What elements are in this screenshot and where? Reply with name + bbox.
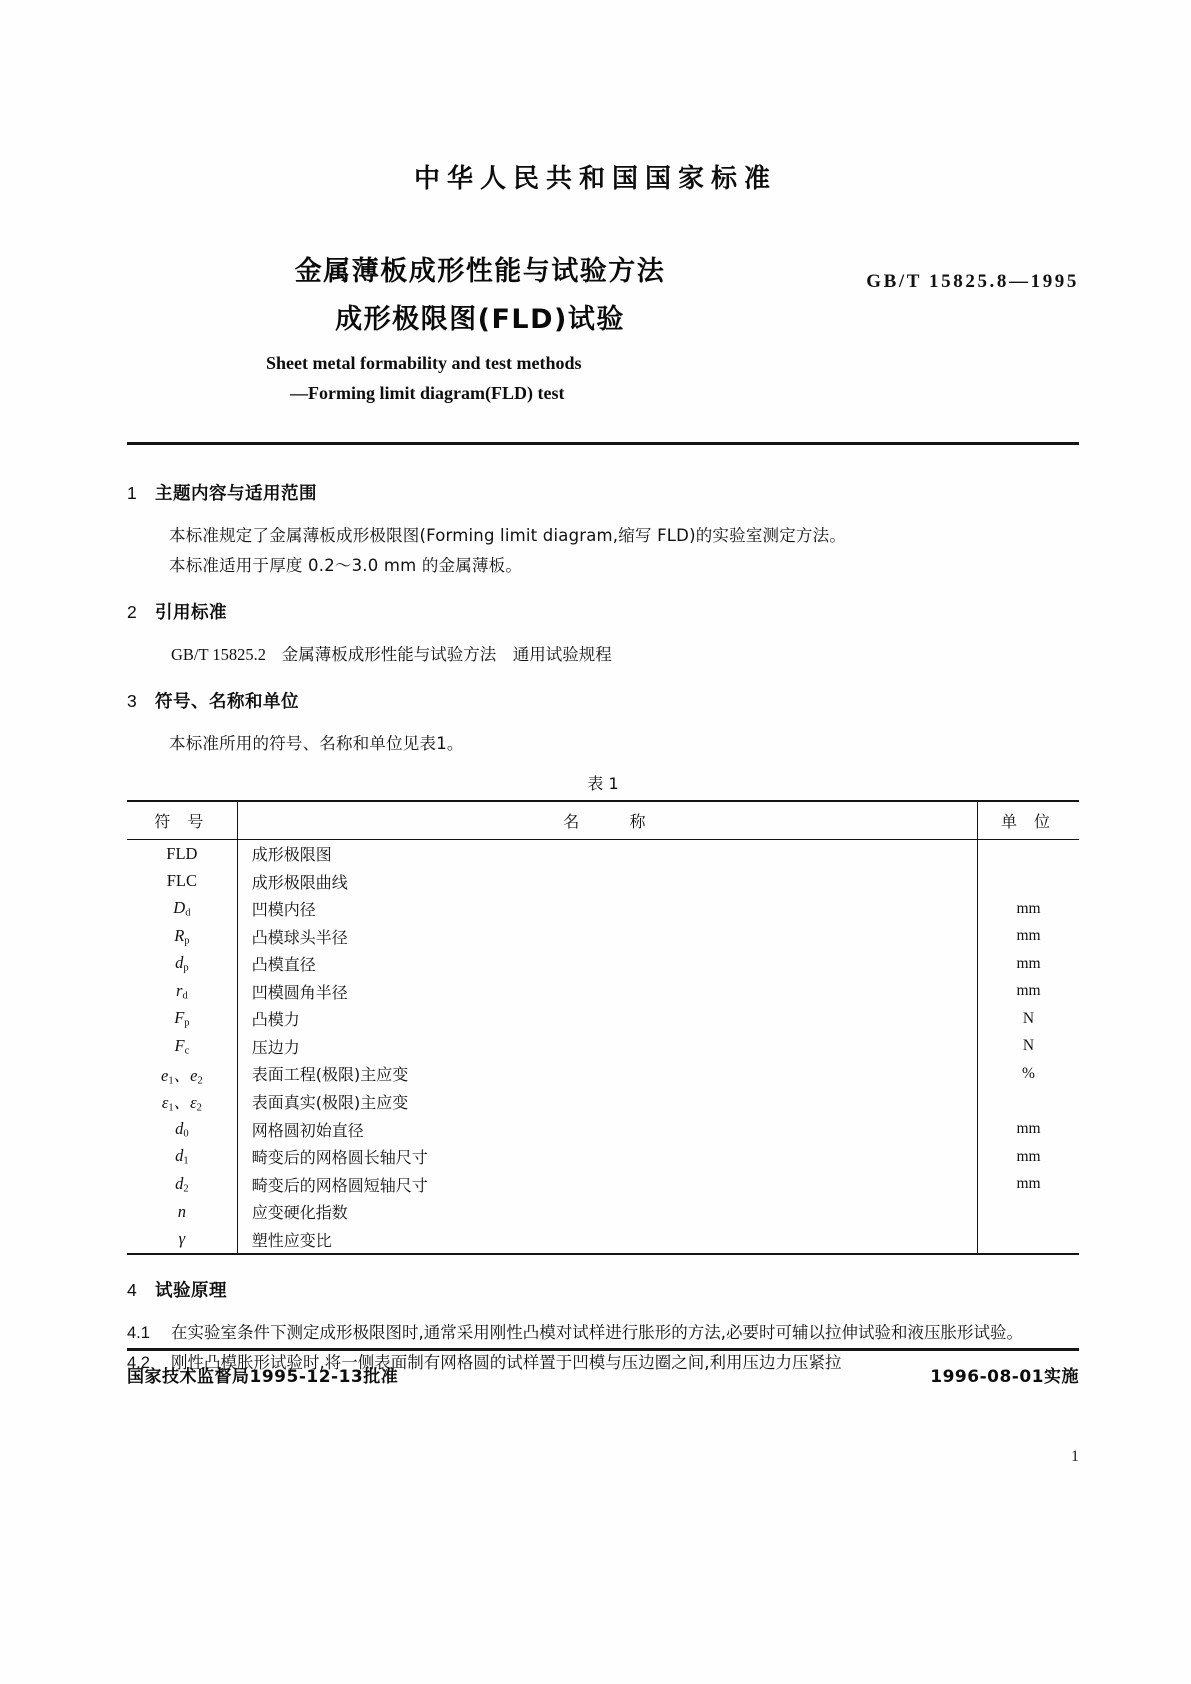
table-cell-name: 凸模力 [251, 1010, 300, 1030]
section-1-paragraph-2: 本标准适用于厚度 0.2～3.0 mm 的金属薄板。 [169, 556, 523, 575]
table-cell-name: 应变硬化指数 [251, 1203, 348, 1222]
table-cell-symbol: $D_d$ [127, 895, 237, 923]
table-cell-name: 凹模内径 [251, 900, 316, 920]
table-cell-unit [978, 840, 1079, 868]
table-cell-unit: mm [978, 1170, 1079, 1198]
clause-4-2-text: 刚性凸模胀形试验时,将一侧表面制有网格圆的试样置于凹模与压边圈之间,利用压边力压紧拉 [171, 1352, 842, 1372]
table-cell-unit: mm [978, 923, 1079, 951]
table-cell-symbol: $F_c$ [127, 1033, 237, 1061]
section-number-3: 3 [127, 691, 138, 711]
table-cell-symbol: $R_p$ [127, 923, 237, 951]
table-row [127, 1033, 1079, 1061]
table-row [127, 1088, 1079, 1116]
symbols-table [127, 800, 1079, 1253]
table-cell-unit: N [978, 1005, 1079, 1033]
table-cell-symbol: $r_d$ [127, 978, 237, 1006]
table-row [127, 895, 1079, 923]
english-subtitle-line-1: Sheet metal formability and test methods [266, 353, 582, 373]
section-3-paragraph-1: 本标准所用的符号、名称和单位见表1。 [169, 734, 464, 753]
table-cell-unit [978, 1225, 1079, 1253]
table-cell-unit: mm [978, 950, 1079, 978]
masthead [0, 158, 1191, 195]
table-body [127, 840, 1079, 1253]
table-cell-unit [978, 1198, 1079, 1226]
table-cell-unit [978, 1088, 1079, 1116]
table-row [127, 1060, 1079, 1088]
page-number: 1 [1071, 1448, 1079, 1465]
table-row [127, 1005, 1079, 1033]
section-number-2: 2 [127, 602, 138, 622]
table-row [127, 840, 1079, 868]
table-cell-symbol: $d_0$ [127, 1115, 237, 1143]
table-row [127, 923, 1079, 951]
footer-effective-date: 1996-08-01实施 [930, 1367, 1079, 1387]
table-cell-unit: mm [978, 978, 1079, 1006]
clause-4-1 [127, 1318, 1079, 1348]
section-heading-2 [127, 599, 1079, 624]
table-header-symbol: 符 号 [127, 801, 237, 840]
table-cell-name: 压边力 [251, 1037, 300, 1057]
footer-divider-rule [127, 1348, 1079, 1351]
table-cell-symbol: $d_1$ [127, 1143, 237, 1171]
table-cell-name: 凸模直径 [251, 955, 316, 975]
table-cell-unit [978, 868, 1079, 896]
section-title-1: 主题内容与适用范围 [155, 484, 317, 504]
normative-reference-line [127, 640, 1079, 670]
section-number-1: 1 [127, 483, 138, 503]
table-cell-name: 网格圆初始直径 [251, 1120, 364, 1140]
table-cell-name: 成形极限图 [251, 845, 332, 865]
table-header-unit: 单 位 [978, 801, 1079, 840]
table-cell-unit: mm [978, 895, 1079, 923]
section-number-4: 4 [127, 1279, 138, 1300]
title-line-2: 成形极限图(FLD)试验 [335, 304, 625, 335]
table-cell-symbol: $\varepsilon_1$、$\varepsilon_2$ [127, 1088, 237, 1116]
english-subtitle-block [186, 348, 826, 408]
clause-4-1-number: 4.1 [127, 1323, 150, 1342]
section-heading-1 [127, 480, 1079, 505]
clause-4-1-text: 在实验室条件下测定成形极限图时,通常采用刚性凸模对试样进行胀形的方法,必要时可辅以拉伸试验和液压胀形试验。 [171, 1322, 1023, 1342]
national-standard-heading: 中华人民共和国国家标准 [413, 164, 777, 194]
table-cell-name: 凹模圆角半径 [251, 982, 348, 1002]
table-cell-name: 畸变后的网格圆长轴尺寸 [251, 1148, 428, 1167]
footer-approval-text: 国家技术监督局1995-12-13批准 [127, 1367, 399, 1387]
reference-title: 金属薄板成形性能与试验方法 通用试验规程 [281, 645, 612, 664]
table-cell-symbol: FLC [127, 868, 237, 896]
title-block [130, 248, 830, 344]
table-row [127, 868, 1079, 896]
table-cell-unit: % [978, 1060, 1079, 1088]
table-cell-name: 塑性应变比 [251, 1230, 332, 1250]
table-cell-symbol: n [127, 1198, 237, 1226]
table-row [127, 1225, 1079, 1253]
table-cell-name: 成形极限曲线 [251, 872, 348, 892]
english-subtitle-line-2: —Forming limit diagram(FLD) test [290, 383, 565, 403]
table-cell-name: 畸变后的网格圆短轴尺寸 [251, 1175, 428, 1195]
table-row [127, 950, 1079, 978]
document-body [127, 480, 1079, 1378]
table-header-row [127, 801, 1079, 840]
section-title-4: 试验原理 [155, 1280, 227, 1301]
section-title-3: 符号、名称和单位 [155, 692, 299, 712]
header-divider-rule [127, 442, 1079, 445]
table-cell-unit: mm [978, 1143, 1079, 1171]
table-cell-symbol: γ [127, 1225, 237, 1253]
table-cell-unit: N [978, 1033, 1079, 1061]
table-row [127, 1198, 1079, 1226]
section-title-2: 引用标准 [155, 603, 227, 623]
table-cell-name: 表面真实(极限)主应变 [251, 1092, 409, 1112]
section-1-paragraph-1: 本标准规定了金属薄板成形极限图(Forming limit diagram,缩写 FLD)的实验室测定方法。 [169, 526, 847, 545]
table-cell-name: 凸模球头半径 [251, 927, 348, 947]
section-heading-3 [127, 688, 1079, 713]
title-line-1: 金属薄板成形性能与试验方法 [294, 256, 666, 287]
table-cell-unit: mm [978, 1115, 1079, 1143]
table-row [127, 1170, 1079, 1198]
standard-number: GB/T 15825.8—1995 [866, 271, 1079, 292]
table-cell-symbol: $F_p$ [127, 1005, 237, 1033]
table-header-name: 名 称 [237, 801, 977, 840]
table-cell-symbol: $d_p$ [127, 950, 237, 978]
section-heading-4 [127, 1277, 1079, 1302]
table-cell-symbol: FLD [127, 840, 237, 868]
reference-code: GB/T 15825.2 [171, 645, 267, 664]
table-cell-symbol: $e_1$、$e_2$ [127, 1060, 237, 1088]
table-row [127, 978, 1079, 1006]
table-cell-symbol: $d_2$ [127, 1170, 237, 1198]
table-row [127, 1115, 1079, 1143]
table-cell-name: 表面工程(极限)主应变 [251, 1065, 409, 1085]
clause-4-2-number: 4.2 [127, 1353, 150, 1372]
table-caption: 表 1 [587, 774, 619, 793]
table-row [127, 1143, 1079, 1171]
page-footer [127, 1362, 1079, 1387]
